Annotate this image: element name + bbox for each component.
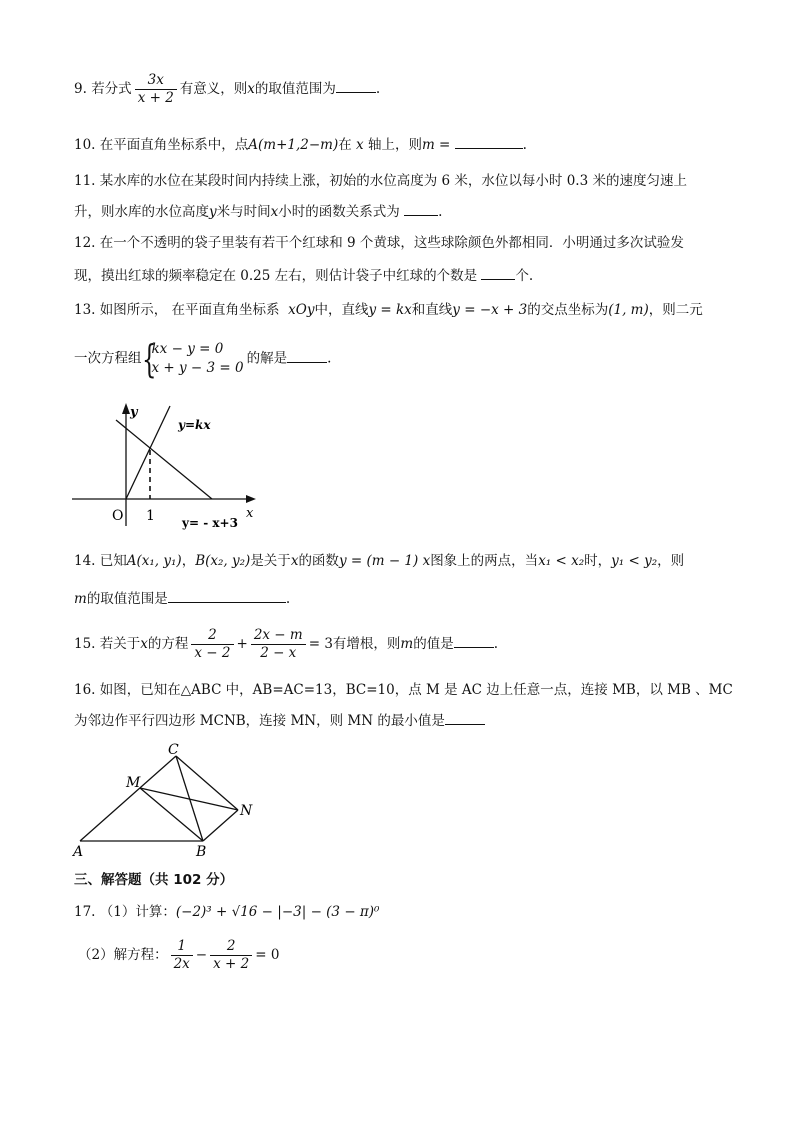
q17-part2-pre: （2）解方程： — [78, 947, 168, 963]
q14-mid4: 时， — [584, 553, 612, 569]
q9-frac-den: x + 2 — [137, 90, 174, 106]
q10-post: 轴上，则 — [367, 137, 422, 153]
q10-var: x — [356, 137, 364, 153]
label-one: 1 — [146, 508, 155, 524]
q13-end1: ，则二元 — [648, 302, 703, 318]
q11-var-x: x — [270, 204, 279, 220]
question-14 — [74, 551, 724, 571]
q15-pre: 15. 若关于 — [74, 636, 141, 652]
q12-answer-blank[interactable] — [481, 265, 515, 280]
q13-end: . — [327, 350, 332, 367]
q9-prefix: 若分式 — [91, 81, 132, 97]
q14-end: . — [285, 591, 291, 607]
q15-f2-num: 2x − m — [251, 627, 306, 645]
question-12 — [74, 233, 724, 286]
q9-number: 9. — [74, 81, 87, 97]
q9-text2: 的取值范围为 — [254, 81, 336, 97]
q14-point-a: A(x₁, y₁) — [126, 553, 182, 569]
question-13 — [74, 300, 724, 320]
q13-line2-post: 的解是 — [246, 350, 288, 367]
q17-minus: − — [195, 947, 208, 963]
label-b: B — [196, 844, 207, 860]
q14-cond2: y₁ < y₂ — [611, 553, 658, 569]
question-17-part2 — [78, 938, 728, 973]
q14-end1: ，则 — [657, 553, 685, 569]
q13-eq2: y = −x + 3 — [452, 302, 528, 318]
q15-end: . — [493, 636, 499, 652]
question-17-part1 — [74, 902, 724, 922]
q15-var2: m — [400, 636, 414, 652]
q9-frac-num: 3x — [135, 72, 177, 90]
q10-mid: 在 — [338, 137, 352, 153]
q16-answer-blank[interactable] — [445, 710, 485, 725]
q13-sys-row2: x + y − 3 = 0 — [151, 360, 244, 376]
section-3-heading: 三、解答题（共 102 分） — [74, 872, 234, 888]
q17-f2-den: x + 2 — [213, 956, 250, 972]
q16-line1: 16. 如图，已知在△ABC 中，AB=AC=13，BC=10，点 M 是 AC 边上任意一点，连接 MB，以 MB 、MC — [74, 682, 733, 698]
q14-var: x — [290, 553, 299, 569]
q13-answer-blank[interactable] — [287, 348, 327, 363]
q17-part1-expr: (−2)³ + √16 − |−3| − (3 − π)⁰ — [175, 904, 380, 920]
segment-nb — [203, 810, 238, 841]
q9-answer-blank[interactable] — [336, 78, 376, 93]
question-10 — [74, 134, 724, 155]
q14-mid3: 图象上的两点，当 — [430, 553, 539, 569]
q11-line2-post: 小时的函数关系式为 — [278, 204, 400, 220]
q14-mid2: 的函数 — [298, 553, 339, 569]
q15-f2-den: 2 − x — [260, 645, 297, 661]
q15-post: 有增根，则 — [332, 636, 401, 652]
q13-point: (1, m) — [608, 302, 649, 318]
q9-var: x — [247, 81, 255, 97]
q10-var2: m = — [421, 137, 451, 153]
label-origin: O — [112, 508, 124, 524]
segment-cn — [176, 756, 238, 810]
y-axis-arrow — [122, 403, 130, 414]
q17-f2-num: 2 — [210, 938, 252, 956]
question-16 — [74, 680, 733, 731]
segment-mb — [140, 788, 203, 841]
label-line-minus-x: y= - x+3 — [182, 516, 238, 530]
q9-text: 有意义，则 — [179, 81, 248, 97]
label-m: M — [126, 775, 141, 791]
q13-mid: 中，直线 — [314, 302, 369, 318]
q11-end: . — [438, 204, 443, 220]
x-axis-arrow — [246, 495, 256, 503]
q15-mid: 的方程 — [147, 636, 189, 652]
q17-eq: = 0 — [255, 947, 280, 963]
q13-eq1: y = kx — [368, 302, 412, 318]
q15-eq: = 3 — [308, 636, 333, 652]
q14-mid: 是关于 — [250, 553, 291, 569]
q11-answer-blank[interactable] — [404, 201, 438, 216]
label-x: x — [246, 506, 254, 521]
q17-fraction2 — [210, 938, 252, 973]
q14-cond1: x₁ < x₂ — [538, 553, 585, 569]
q16-figure — [70, 740, 270, 862]
label-line-kx: y=kx — [178, 418, 211, 432]
q13-line2-pre: 一次方程组 — [74, 350, 142, 367]
question-14-line2 — [74, 588, 724, 609]
q12-line2: 现，摸出红球的频率稳定在 0.25 左右，则估计袋子中红球的个数是 — [74, 268, 478, 284]
question-15 — [74, 627, 724, 662]
q11-var-y: y — [209, 204, 217, 220]
q13-figure — [70, 398, 260, 530]
q14-func: y = (m − 1) x — [338, 553, 431, 569]
q17-f1-den: 2x — [173, 956, 190, 972]
q11-line2-pre: 升，则水库的水位高度 — [74, 204, 209, 220]
q14-answer-blank[interactable] — [168, 588, 286, 603]
q15-plus: + — [236, 636, 248, 652]
q9-end: . — [375, 81, 381, 97]
question-9 — [74, 72, 724, 107]
label-c: C — [168, 742, 179, 758]
q14-line2-var: m — [74, 591, 87, 607]
q13-pre: 13. 如图所示， 在平面直角坐标系 — [74, 302, 280, 318]
q17-f1-num: 1 — [171, 938, 193, 956]
question-13-line2 — [74, 337, 724, 381]
q15-fraction1 — [191, 627, 233, 662]
q16-line2: 为邻边作平行四边形 MCNB，连接 MN，则 MN 的最小值是 — [74, 713, 445, 729]
q15-post2: 的值是 — [413, 636, 454, 652]
q15-f1-num: 2 — [191, 627, 233, 645]
q10-text: 10. 在平面直角坐标系中，点 — [74, 137, 249, 153]
label-a: A — [73, 844, 84, 860]
segment-ac — [80, 756, 176, 841]
q13-post: 的交点坐标为 — [527, 302, 609, 318]
q17-part1-pre: 17. （1）计算： — [74, 904, 176, 920]
q15-answer-blank[interactable] — [454, 633, 494, 648]
q12-line1: 12. 在一个不透明的袋子里装有若干个红球和 9 个黄球，这些球除颜色外都相同．小明通过多次试验发 — [74, 235, 684, 251]
q11-line2-mid: 米与时间 — [216, 204, 271, 220]
q12-end: 个. — [515, 268, 534, 284]
q10-end: . — [522, 137, 527, 153]
q13-coord: xOy — [288, 302, 315, 318]
q15-fraction2 — [251, 627, 306, 662]
q14-point-b: B(x₂, y₂) — [195, 553, 251, 569]
q10-point: A(m+1,2−m) — [248, 137, 339, 153]
q13-sys-row1: kx − y = 0 — [151, 341, 224, 357]
segment-mn — [140, 788, 238, 810]
q10-answer-blank[interactable] — [455, 134, 523, 149]
q14-sep: ， — [181, 553, 196, 569]
q13-mid2: 和直线 — [411, 302, 453, 318]
q9-fraction — [135, 72, 177, 107]
q14-line2: 的取值范围是 — [86, 591, 168, 607]
q11-line1: 11. 某水库的水位在某段时间内持续上涨，初始的水位高度为 6 米，水位以每小时 0.3 米的速度匀速上 — [74, 173, 687, 189]
q17-fraction1 — [171, 938, 193, 973]
label-n: N — [240, 803, 253, 819]
label-y: y — [130, 405, 138, 420]
question-11 — [74, 171, 724, 222]
q15-f1-den: x − 2 — [194, 645, 231, 661]
q13-equation-system: { kx − y = 0 x + y − 3 = 0 — [141, 337, 244, 381]
q14-pre: 14. 已知 — [74, 553, 127, 569]
q15-var: x — [140, 636, 148, 652]
